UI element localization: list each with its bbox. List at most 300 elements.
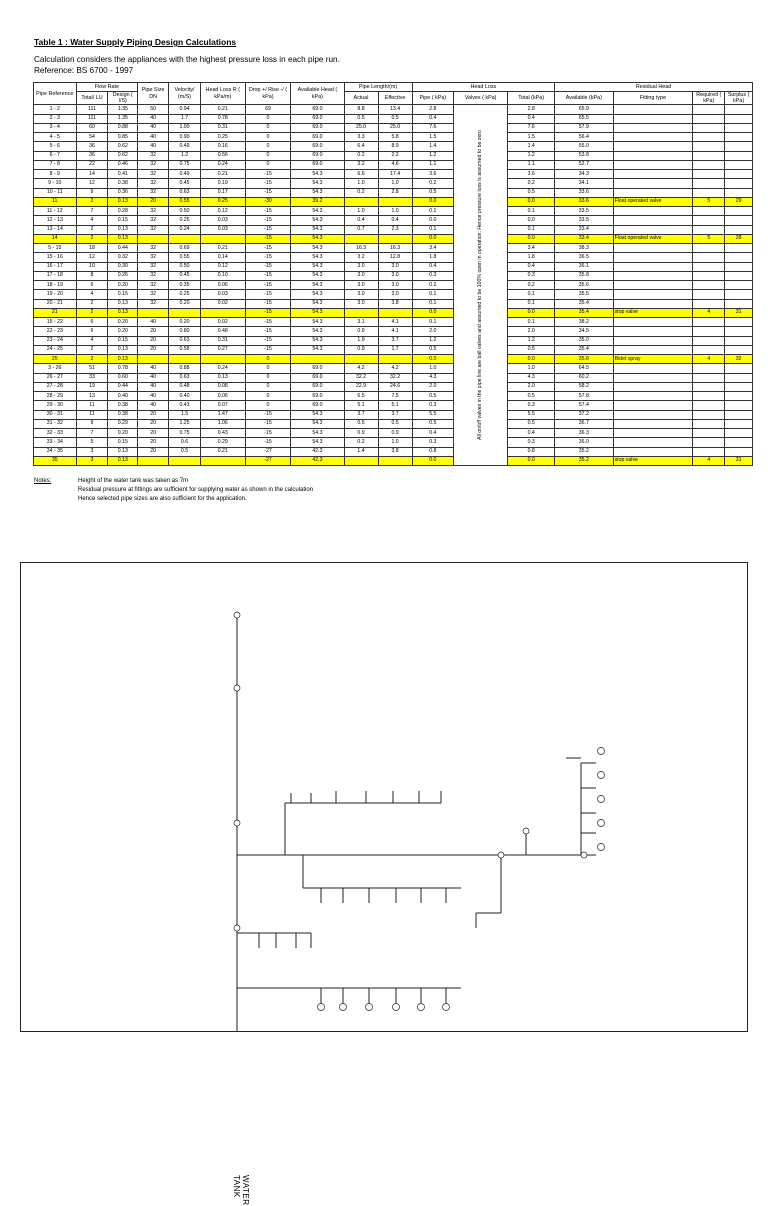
cell-req (693, 345, 725, 354)
cell-ref: 8 - 9 (34, 170, 77, 179)
cell-sur (725, 373, 753, 382)
cell-pipe: 0.8 (412, 447, 453, 456)
cell-pipe: 7.6 (412, 123, 453, 132)
cell-res: 37.2 (555, 410, 613, 419)
cell-dn: 20 (138, 429, 169, 438)
cell-eff: 1.0 (378, 179, 412, 188)
cell-req (693, 281, 725, 290)
cell-sur (725, 281, 753, 290)
table-row (34, 133, 753, 142)
cell-lu: 22 (76, 160, 108, 169)
cell-avail: 69.0 (291, 142, 344, 151)
cell-eff: 3.0 (378, 262, 412, 271)
cell-total: 4.3 (508, 373, 555, 382)
cell-dr: -15 (245, 290, 291, 299)
cell-total: 1.1 (508, 160, 555, 169)
cell-sur (725, 429, 753, 438)
cell-lu: 6 (76, 281, 108, 290)
cell-lu: 9 (76, 419, 108, 428)
cell-r: 0.24 (200, 160, 245, 169)
cell-lu: 2 (76, 234, 108, 243)
cell-res: 33.6 (555, 197, 613, 206)
cell-dr: -15 (245, 336, 291, 345)
table-row (34, 345, 753, 354)
cell-req (693, 299, 725, 308)
cell-avail: 54.3 (291, 299, 344, 308)
cell-lu: 10 (76, 262, 108, 271)
cell-design: 0.40 (108, 392, 138, 401)
cell-eff: 1.7 (378, 345, 412, 354)
cell-res: 35.5 (555, 290, 613, 299)
cell-fit (613, 179, 693, 188)
cell-vel (169, 308, 201, 317)
cell-res: 34.1 (555, 179, 613, 188)
cell-pipe: 1.0 (412, 364, 453, 373)
cell-vel: 0.88 (169, 364, 201, 373)
cell-lu: 11 (76, 401, 108, 410)
cell-req: 4 (693, 308, 725, 317)
cell-ref: 19 - 20 (34, 290, 77, 299)
cell-sur (725, 151, 753, 160)
cell-fit (613, 410, 693, 419)
cell-total: 0.0 (508, 216, 555, 225)
cell-vel: 0.25 (169, 216, 201, 225)
cell-design: 0.29 (108, 419, 138, 428)
cell-vel: 0.63 (169, 336, 201, 345)
cell-pipe: 1.1 (412, 160, 453, 169)
cell-sur (725, 345, 753, 354)
table-row (34, 151, 753, 160)
cell-sur (725, 244, 753, 253)
cell-total: 1.0 (508, 364, 555, 373)
cell-dr: -15 (245, 318, 291, 327)
cell-dn (138, 308, 169, 317)
cell-req (693, 151, 725, 160)
cell-dn: 32 (138, 207, 169, 216)
cell-dr: -15 (245, 262, 291, 271)
table-row (34, 382, 753, 391)
cell-actual: 3.0 (344, 299, 378, 308)
cell-design: 0.88 (108, 123, 138, 132)
cell-avail: 54.3 (291, 308, 344, 317)
cell-sur (725, 160, 753, 169)
cell-design: 0.28 (108, 207, 138, 216)
cell-dn: 40 (138, 373, 169, 382)
cell-avail: 42.3 (291, 447, 344, 456)
cell-res: 38.2 (555, 318, 613, 327)
cell-dn: 32 (138, 253, 169, 262)
cell-res: 65.5 (555, 114, 613, 123)
cell-fit (613, 123, 693, 132)
cell-eff: 0.5 (378, 114, 412, 123)
cell-total: 0.1 (508, 318, 555, 327)
cell-total: 0.0 (508, 355, 555, 364)
cell-pipe: 0.0 (412, 234, 453, 243)
cell-ref: 10 - 11 (34, 188, 77, 197)
cell-dn (138, 234, 169, 243)
cell-req (693, 179, 725, 188)
cell-pipe: 3.6 (412, 170, 453, 179)
cell-design: 0.38 (108, 401, 138, 410)
cell-design: 0.15 (108, 290, 138, 299)
cell-vel: 1.2 (169, 151, 201, 160)
cell-pipe: 0.5 (412, 188, 453, 197)
cell-sur (725, 271, 753, 280)
cell-lu: 60 (76, 123, 108, 132)
cell-eff: 13.4 (378, 105, 412, 114)
cell-req (693, 244, 725, 253)
cell-sur (725, 419, 753, 428)
header-velocity: Velocity/ (m/S) (169, 83, 201, 105)
cell-pipe: 1.8 (412, 253, 453, 262)
cell-design: 0.20 (108, 429, 138, 438)
cell-actual (344, 456, 378, 466)
header-design: Design ( l/S) (108, 91, 138, 104)
cell-lu: 36 (76, 142, 108, 151)
cell-eff: 4.2 (378, 364, 412, 373)
cell-avail: 54.3 (291, 225, 344, 234)
cell-avail: 69.0 (291, 133, 344, 142)
cell-lu: 4 (76, 216, 108, 225)
cell-res: 36.0 (555, 438, 613, 447)
cell-lu: 33 (76, 373, 108, 382)
cell-r: 0.24 (200, 364, 245, 373)
cell-fit (613, 151, 693, 160)
cell-res: 35.4 (555, 345, 613, 354)
table-row (34, 308, 753, 317)
cell-fit (613, 392, 693, 401)
cell-actual: 3.0 (344, 271, 378, 280)
cell-sur: 32 (725, 355, 753, 364)
header-head-loss: Head Loss (412, 83, 555, 92)
cell-dr: -27 (245, 447, 291, 456)
cell-total: 7.6 (508, 123, 555, 132)
cell-eff: 2.2 (378, 151, 412, 160)
header-flow-rate: Flow Rate (76, 83, 138, 92)
cell-fit (613, 262, 693, 271)
cell-total: 0.3 (508, 271, 555, 280)
cell-dn: 20 (138, 327, 169, 336)
cell-eff: 24.6 (378, 382, 412, 391)
cell-lu: 2 (76, 225, 108, 234)
cell-eff: 2.3 (378, 225, 412, 234)
cell-lu: 4 (76, 336, 108, 345)
cell-actual: 0.9 (344, 327, 378, 336)
cell-fit (613, 382, 693, 391)
cell-eff: 0.9 (378, 429, 412, 438)
cell-sur (725, 318, 753, 327)
cell-vel: 0.90 (169, 133, 201, 142)
cell-ref: 2 - 3 (34, 114, 77, 123)
header-pipe-length: Pipe Length/(m) (344, 83, 412, 92)
cell-avail: 69.0 (291, 382, 344, 391)
cell-dr: 0 (245, 373, 291, 382)
cell-res: 35.4 (555, 308, 613, 317)
cell-eff: 32.2 (378, 373, 412, 382)
cell-ref: 6 - 7 (34, 151, 77, 160)
cell-dr: 0 (245, 364, 291, 373)
cell-r: 0.21 (200, 170, 245, 179)
cell-ref: 11 - 12 (34, 207, 77, 216)
cell-lu: 12 (76, 253, 108, 262)
cell-res: 36.5 (555, 253, 613, 262)
cell-lu: 13 (76, 392, 108, 401)
cell-pipe: 0.1 (412, 225, 453, 234)
cell-eff: 5.1 (378, 401, 412, 410)
cell-vel: 0.25 (169, 290, 201, 299)
cell-r: 0.16 (200, 142, 245, 151)
cell-design: 0.62 (108, 142, 138, 151)
cell-fit (613, 207, 693, 216)
cell-dr: -15 (245, 271, 291, 280)
cell-req (693, 318, 725, 327)
intro-line-2: Reference: BS 6700 - 1997 (34, 66, 134, 75)
cell-dr: -27 (245, 456, 291, 466)
table-row (34, 179, 753, 188)
cell-vel: 0.35 (169, 281, 201, 290)
cell-total: 0.4 (508, 114, 555, 123)
intro-line-1: Calculation considers the appliances with the highest pressure loss in each pipe run. (34, 55, 340, 64)
cell-lu: 36 (76, 151, 108, 160)
cell-avail: 54.3 (291, 271, 344, 280)
cell-dn: 32 (138, 160, 169, 169)
cell-avail: 69.0 (291, 160, 344, 169)
cell-actual: 5.1 (344, 401, 378, 410)
header-fitting-type: Fitting type (613, 91, 693, 104)
cell-actual (344, 197, 378, 206)
cell-dn: 32 (138, 170, 169, 179)
cell-ref: 21 (34, 308, 77, 317)
cell-ref: 5 - 6 (34, 142, 77, 151)
cell-req (693, 327, 725, 336)
cell-res: 57.8 (555, 392, 613, 401)
cell-dn: 40 (138, 318, 169, 327)
cell-r: 0.21 (200, 447, 245, 456)
header-head-loss-r: Head Loss R ( kPa/m) (200, 83, 245, 105)
cell-avail: 69.0 (291, 151, 344, 160)
cell-lu: 3 (76, 447, 108, 456)
cell-fit (613, 364, 693, 373)
cell-vel: 0.5 (169, 447, 201, 456)
cell-pipe: 0.2 (412, 179, 453, 188)
cell-total: 0.1 (508, 290, 555, 299)
cell-total: 1.5 (508, 133, 555, 142)
cell-dr: -30 (245, 197, 291, 206)
notes-label: Notes: (34, 478, 52, 484)
cell-sur (725, 225, 753, 234)
cell-dr: 69 (245, 105, 291, 114)
header-residual-head: Residual Head (555, 83, 753, 92)
cell-req (693, 262, 725, 271)
cell-vel: 0.58 (169, 345, 201, 354)
cell-fit (613, 160, 693, 169)
cell-total: 0.0 (508, 234, 555, 243)
cell-fit: Float operated valve (613, 234, 693, 243)
cell-pipe: 1.5 (412, 133, 453, 142)
cell-res: 64.5 (555, 364, 613, 373)
cell-req: 4 (693, 456, 725, 466)
cell-res: 34.5 (555, 327, 613, 336)
cell-fit (613, 299, 693, 308)
cell-fit (613, 114, 693, 123)
cell-r: 0.31 (200, 336, 245, 345)
cell-avail: 54.3 (291, 281, 344, 290)
cell-ref: 13 - 14 (34, 225, 77, 234)
cell-dn (138, 456, 169, 466)
header-total-kpa: Total (kPa) (508, 91, 555, 104)
table-row (34, 373, 753, 382)
cell-res: 36.7 (555, 419, 613, 428)
cell-dn: 32 (138, 179, 169, 188)
calculation-table (33, 82, 753, 466)
cell-dr: -15 (245, 179, 291, 188)
cell-res: 35.0 (555, 336, 613, 345)
cell-ref: 23 - 24 (34, 336, 77, 345)
cell-lu: 4 (76, 290, 108, 299)
cell-avail: 39.2 (291, 197, 344, 206)
cell-r: 0.43 (200, 429, 245, 438)
cell-design: 0.20 (108, 327, 138, 336)
cell-fit (613, 318, 693, 327)
cell-r: 0.19 (200, 179, 245, 188)
header-effective: Effective (378, 91, 412, 104)
cell-sur (725, 327, 753, 336)
cell-res: 52.7 (555, 160, 613, 169)
cell-dr: 0 (245, 151, 291, 160)
cell-res: 53.8 (555, 151, 613, 160)
cell-lu: 3 (76, 456, 108, 466)
header-row-1 (34, 83, 753, 92)
valves-note: All on/off valves in the pipe line are ball valves and assumed to be 100% open in operation. Hence pressure loss is assumed to be zero (477, 130, 484, 441)
cell-dn: 40 (138, 133, 169, 142)
cell-total: 1.4 (508, 142, 555, 151)
cell-r: 0.06 (200, 392, 245, 401)
note-line-2: Residual pressure at fittings are sufficient for supplying water as shown in the calculation (78, 487, 314, 493)
table-row (34, 225, 753, 234)
cell-actual: 4.2 (344, 364, 378, 373)
cell-req (693, 114, 725, 123)
cell-eff: 7.5 (378, 392, 412, 401)
cell-dr: -15 (245, 410, 291, 419)
cell-r (200, 456, 245, 466)
cell-dr: -15 (245, 170, 291, 179)
cell-pipe: 1.4 (412, 142, 453, 151)
cell-actual: 0.7 (344, 225, 378, 234)
cell-avail: 69.0 (291, 123, 344, 132)
cell-lu: 51 (76, 364, 108, 373)
cell-r: 0.21 (200, 244, 245, 253)
cell-dn: 32 (138, 299, 169, 308)
cell-eff (378, 234, 412, 243)
cell-total: 0.4 (508, 429, 555, 438)
table-row (34, 429, 753, 438)
cell-avail: 54.3 (291, 262, 344, 271)
cell-design: 0.13 (108, 299, 138, 308)
cell-sur (725, 114, 753, 123)
cell-vel: 0.48 (169, 382, 201, 391)
cell-dn: 50 (138, 105, 169, 114)
cell-sur (725, 392, 753, 401)
cell-dn: 32 (138, 225, 169, 234)
cell-dn: 40 (138, 123, 169, 132)
cell-lu: 2 (76, 355, 108, 364)
cell-lu: 19 (76, 382, 108, 391)
cell-fit (613, 244, 693, 253)
cell-fit (613, 271, 693, 280)
cell-total: 0.5 (508, 345, 555, 354)
cell-res: 60.2 (555, 373, 613, 382)
cell-vel: 0.49 (169, 170, 201, 179)
cell-fit (613, 447, 693, 456)
cell-avail (291, 355, 344, 364)
cell-res: 33.5 (555, 216, 613, 225)
cell-dr: 0 (245, 355, 291, 364)
cell-lu: 9 (76, 188, 108, 197)
table-body (34, 105, 753, 466)
cell-pipe: 0.1 (412, 318, 453, 327)
cell-eff: 4.1 (378, 318, 412, 327)
header-valves-kpa: Valves ( kPa) (454, 91, 508, 104)
cell-vel: 1.25 (169, 419, 201, 428)
cell-dn: 20 (138, 197, 169, 206)
cell-fit (613, 225, 693, 234)
table-row (34, 290, 753, 299)
cell-total: 0.4 (508, 262, 555, 271)
cell-r: 0.08 (200, 382, 245, 391)
cell-res: 35.6 (555, 355, 613, 364)
cell-res: 33.4 (555, 234, 613, 243)
header-drop-rise: Drop +/ Rise -/ ( kPa) (245, 83, 291, 105)
cell-ref: 12 - 13 (34, 216, 77, 225)
cell-sur (725, 299, 753, 308)
cell-ref: 34 - 35 (34, 447, 77, 456)
cell-eff (378, 456, 412, 466)
table-row (34, 170, 753, 179)
cell-pipe: 0.1 (412, 299, 453, 308)
cell-design: 0.13 (108, 447, 138, 456)
cell-req (693, 401, 725, 410)
cell-sur (725, 179, 753, 188)
cell-eff: 8.9 (378, 142, 412, 151)
cell-res: 34.3 (555, 170, 613, 179)
cell-dr: -15 (245, 438, 291, 447)
table-row (34, 447, 753, 456)
table-row (34, 262, 753, 271)
cell-eff: 3.0 (378, 290, 412, 299)
cell-design: 0.15 (108, 438, 138, 447)
cell-fit (613, 188, 693, 197)
cell-dn: 40 (138, 114, 169, 123)
table-row (34, 160, 753, 169)
cell-lu: 2 (76, 308, 108, 317)
table-row (34, 410, 753, 419)
cell-dn: 20 (138, 438, 169, 447)
cell-ref: 4 - 5 (34, 133, 77, 142)
cell-res: 36.3 (555, 429, 613, 438)
cell-ref: 15 - 16 (34, 253, 77, 262)
cell-avail: 54.3 (291, 170, 344, 179)
cell-avail: 54.3 (291, 290, 344, 299)
cell-fit (613, 281, 693, 290)
cell-lu: 12 (76, 179, 108, 188)
cell-vel: 0.6 (169, 438, 201, 447)
cell-pipe: 0.0 (412, 216, 453, 225)
cell-ref: 28 - 29 (34, 392, 77, 401)
cell-dn: 32 (138, 290, 169, 299)
cell-sur (725, 188, 753, 197)
cell-ref: 9 - 10 (34, 179, 77, 188)
cell-actual: 16.3 (344, 244, 378, 253)
